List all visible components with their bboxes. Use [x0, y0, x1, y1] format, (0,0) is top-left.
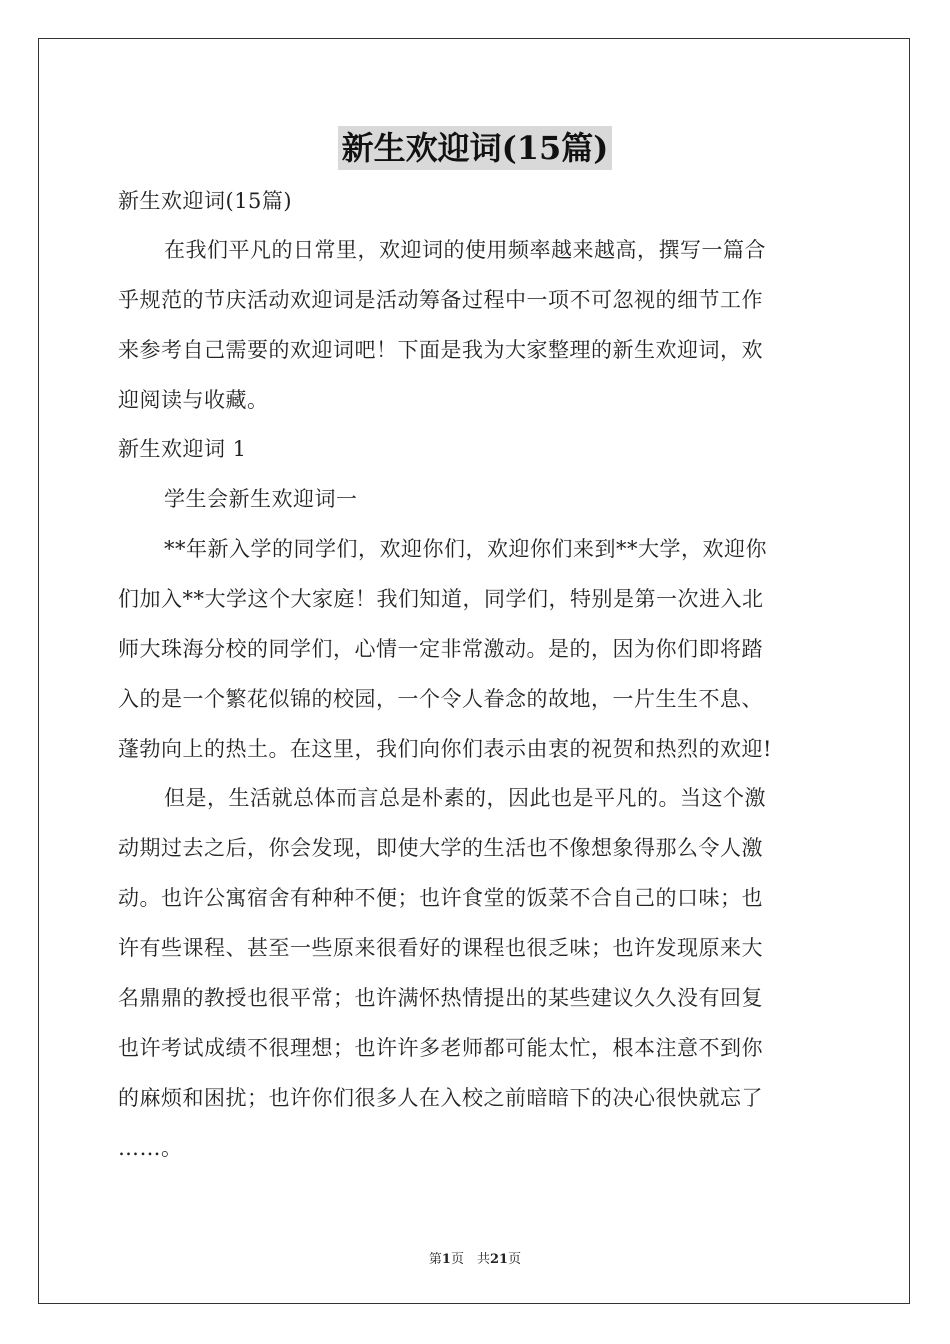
para2-line: 动。也许公寓宿舍有种种不便；也许食堂的饭菜不合自己的口味；也 [118, 886, 763, 910]
page-footer [0, 1248, 950, 1267]
intro-line: 乎规范的节庆活动欢迎词是活动筹备过程中一项不可忽视的细节工作 [118, 288, 763, 312]
intro-line: 来参考自己需要的欢迎词吧！下面是我为大家整理的新生欢迎词，欢 [118, 338, 763, 362]
para1-line: **年新入学的同学们，欢迎你们，欢迎你们来到**大学，欢迎你 [164, 537, 767, 561]
section-subheading: 学生会新生欢迎词一 [164, 487, 358, 511]
para1-line: 蓬勃向上的热土。在这里，我们向你们表示由衷的祝贺和热烈的欢迎! [118, 737, 772, 761]
para1-line: 们加入**大学这个大家庭！我们知道，同学们，特别是第一次进入北 [118, 587, 764, 611]
para2-line: 也许考试成绩不很理想；也许许多老师都可能太忙，根本注意不到你 [118, 1036, 763, 1060]
para2-line: 但是，生活就总体而言总是朴素的，因此也是平凡的。当这个激 [164, 786, 766, 810]
para1-line: 师大珠海分校的同学们，心情一定非常激动。是的，因为你们即将踏 [118, 637, 763, 661]
footer-mid: 页 共 [450, 1252, 490, 1267]
intro-line: 在我们平凡的日常里，欢迎词的使用频率越来越高，撰写一篇合 [164, 238, 766, 262]
intro-line: 迎阅读与收藏。 [118, 388, 269, 412]
document-subtitle: 新生欢迎词(15篇) [118, 189, 293, 213]
para2-line: 许有些课程、甚至一些原来很看好的课程也很乏味；也许发现原来大 [118, 936, 763, 960]
footer-page-total: 21 [489, 1252, 509, 1267]
section-heading: 新生欢迎词 1 [118, 437, 247, 461]
para1-line: 入的是一个繁花似锦的校园，一个令人眷念的故地，一片生生不息、 [118, 687, 763, 711]
page-border [38, 38, 910, 1304]
para2-line: 名鼎鼎的教授也很平常；也许满怀热情提出的某些建议久久没有回复 [118, 986, 763, 1010]
para2-line: 动期过去之后，你会发现，即使大学的生活也不像想象得那么令人激 [118, 836, 763, 860]
document-title: 新生欢迎词(15篇) [338, 126, 613, 170]
footer-prefix: 第 [428, 1252, 442, 1267]
para2-line: 的麻烦和困扰；也许你们很多人在入校之前暗暗下的决心很快就忘了 [118, 1086, 763, 1110]
footer-page-current: 1 [441, 1252, 451, 1267]
footer-suffix: 页 [508, 1252, 522, 1267]
title-wrap [0, 126, 950, 170]
para2-line: ……。 [118, 1136, 183, 1160]
